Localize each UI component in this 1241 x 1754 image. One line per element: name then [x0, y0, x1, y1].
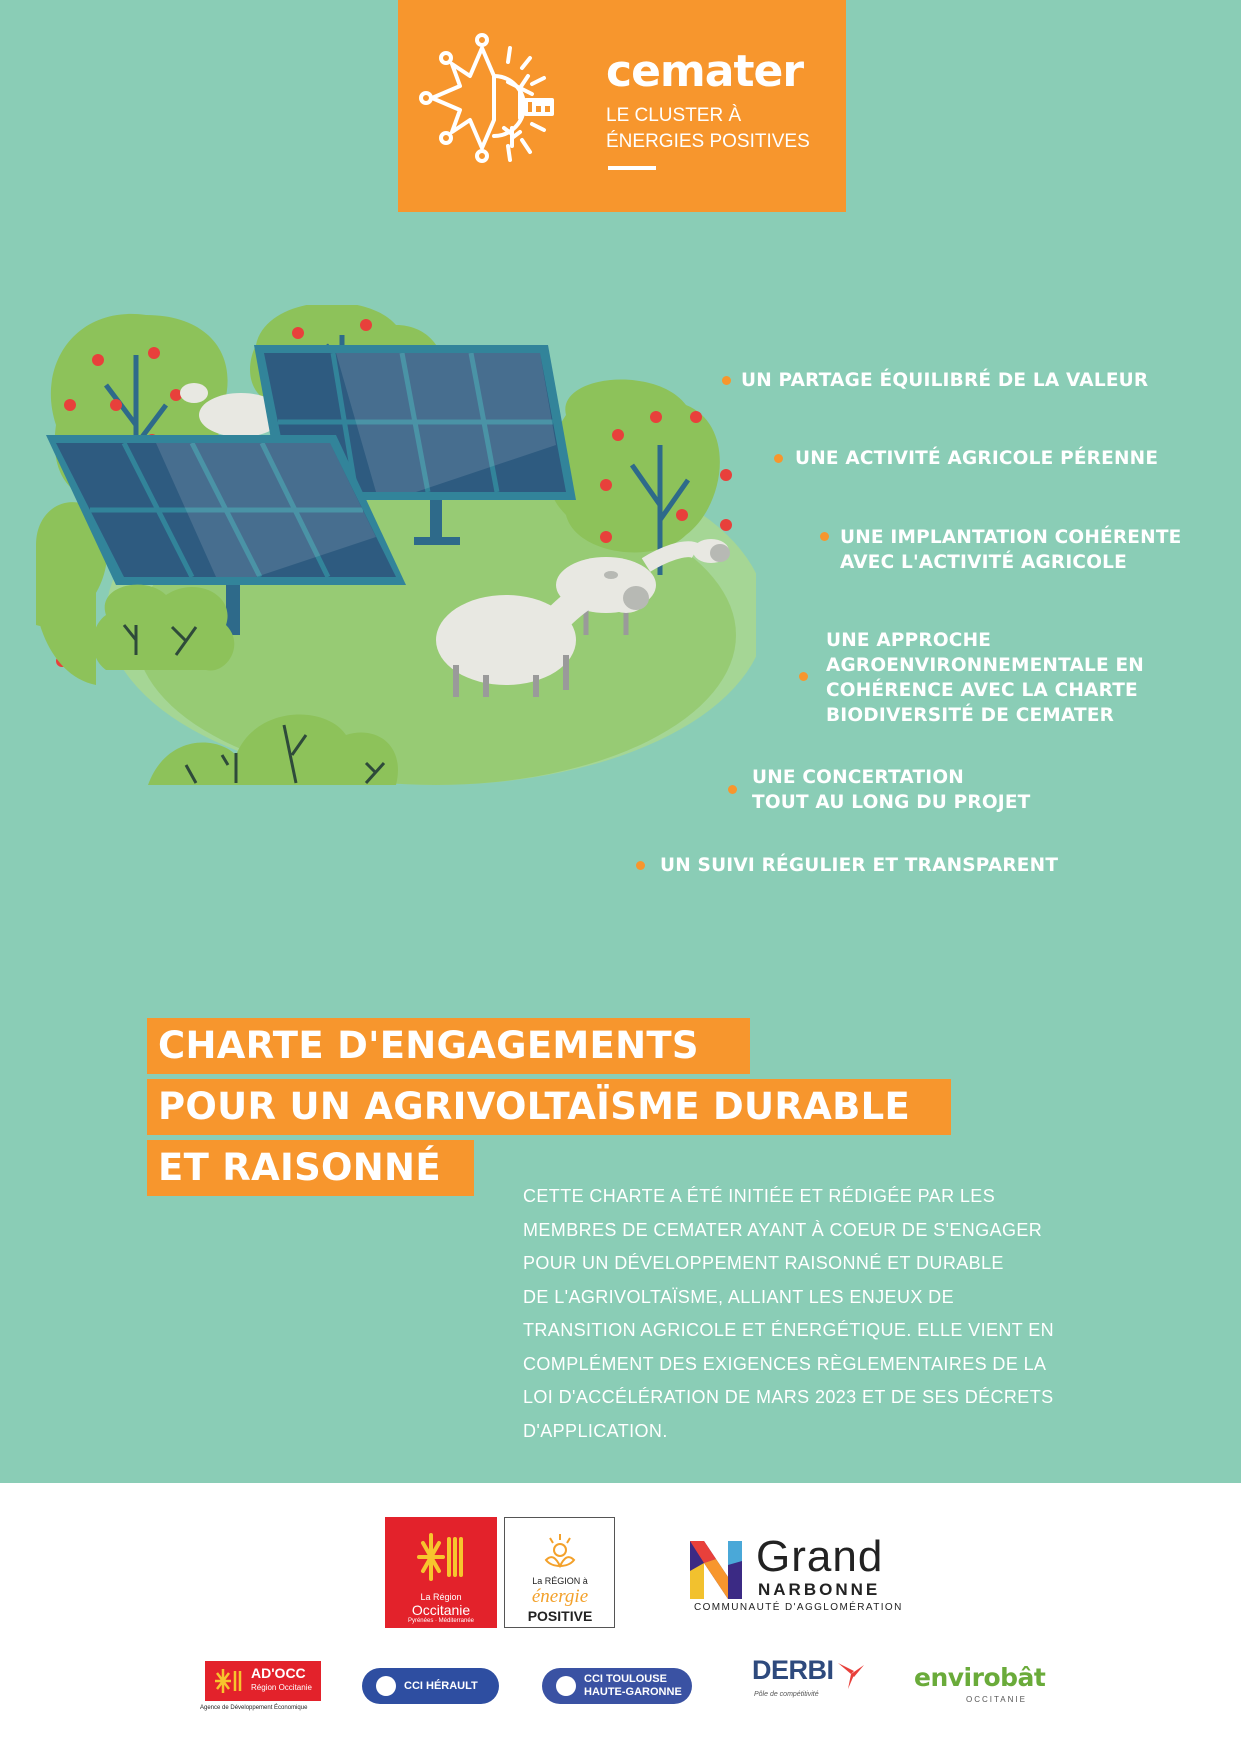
logo-underline [608, 166, 656, 170]
bullet-3 [820, 532, 829, 541]
bullet-2 [774, 454, 783, 463]
engagement-item-6: UN SUIVI RÉGULIER ET TRANSPARENT [660, 855, 1059, 876]
cci-herault-logo: CCI HÉRAULT [362, 1668, 499, 1704]
narbonne-n-icon [690, 1541, 742, 1599]
title-line-3: ET RAISONNÉ [158, 1146, 441, 1189]
envirobat-logo: envirobât OCCITANIE [914, 1663, 1046, 1704]
adocc-subtitle: Agence de Développement Économique [200, 1705, 308, 1711]
occitan-cross-small-icon [213, 1667, 245, 1695]
bullet-5 [728, 785, 737, 794]
engagement-item-5: UNE CONCERTATION TOUT AU LONG DU PROJET [752, 767, 1031, 813]
charter-description: CETTE CHARTE A ÉTÉ INITIÉE ET RÉDIGÉE PAR LES MEMBRES DE CEMATER AYANT À COEUR DE S'ENGAGER POUR UN DÉVELOPPEMENT RAISONNÉ ET DURABLE DE L'AGRIVOLTAÏSME, ALLIANT LES ENJEUX DE TRANSITION AGRICOLE ET ÉNERGÉTIQUE. ELLE VIENT EN COMPLÉMENT DES EXIGENCES RÈGLEMENTAIRES DE LA LOI D'ACCÉLÉRATION DE MARS 2023 ET DE SES DÉCRETS D'APPLICATION. [523, 1186, 1055, 1441]
bullet-4 [799, 672, 808, 681]
cci-toulouse-logo: CCI TOULOUSE HAUTE-GARONNE [542, 1668, 692, 1704]
engagement-item-4: UNE APPROCHE AGROENVIRONNEMENTALE EN COHÉRENCE AVEC LA CHARTE BIODIVERSITÉ DE CEMATER [826, 630, 1144, 726]
cci-icon [556, 1676, 576, 1696]
occitan-cross-icon [411, 1527, 471, 1587]
region-energie-positive-logo: La RÉGION à énergie POSITIVE [504, 1517, 615, 1628]
turbine-icon [834, 1659, 868, 1689]
adocc-logo: AD'OCC Région Occitanie [205, 1661, 321, 1701]
brand-name: cemater [606, 46, 804, 97]
grand-narbonne-logo: Grand NARBONNE COMMUNAUTÉ D'AGGLOMÉRATION [690, 1535, 930, 1620]
partners-footer [0, 1483, 1241, 1754]
title-line-1: CHARTE D'ENGAGEMENTS [158, 1024, 699, 1067]
occitan-cross-sun-icon [412, 28, 582, 188]
bullet-6 [636, 861, 645, 870]
cemater-logo [398, 0, 846, 212]
title-line-2: POUR UN AGRIVOLTAÏSME DURABLE [158, 1085, 911, 1128]
tagline-line2: ÉNERGIES POSITIVES [606, 131, 810, 152]
cci-icon [376, 1676, 396, 1696]
engagement-item-2: UNE ACTIVITÉ AGRICOLE PÉRENNE [795, 448, 1159, 469]
agrivoltaic-illustration [36, 305, 756, 890]
engagement-item-1: UN PARTAGE ÉQUILIBRÉ DE LA VALEUR [741, 370, 1149, 391]
derbi-logo: DERBI Pôle de compétitivité [752, 1657, 872, 1707]
engagement-item-3: UNE IMPLANTATION COHÉRENTE AVEC L'ACTIVITÉ AGRICOLE [840, 527, 1182, 573]
region-occitanie-logo: La Région Occitanie Pyrénées · Méditerranée [385, 1517, 497, 1628]
bullet-1 [722, 376, 731, 385]
sun-lotus-icon [542, 1530, 578, 1572]
tagline-line1: LE CLUSTER À [606, 105, 742, 126]
bush-left [93, 585, 234, 671]
